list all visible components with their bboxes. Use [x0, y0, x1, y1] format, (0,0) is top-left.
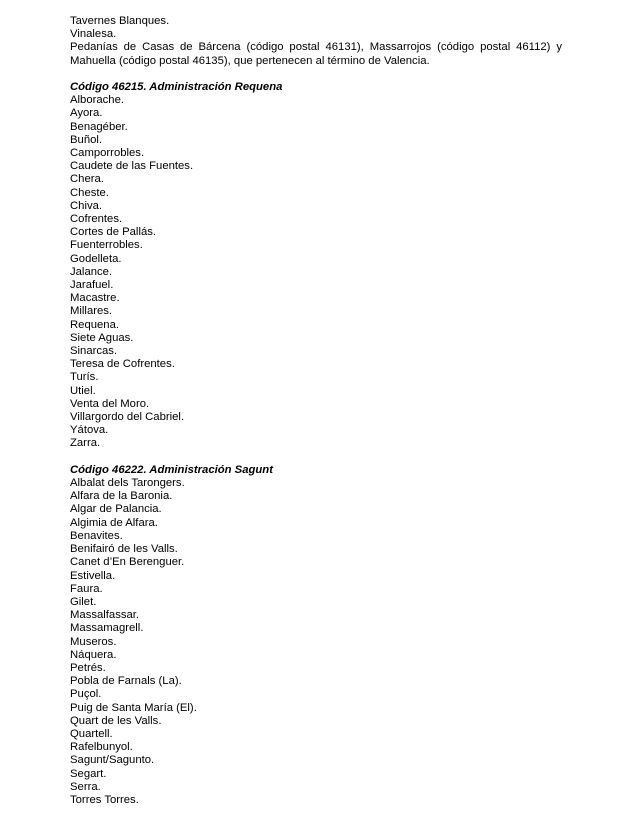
list-item: Estivella.	[70, 569, 116, 582]
list-item: Rafelbunyol.	[70, 741, 133, 754]
list-item: Cheste.	[70, 186, 109, 199]
list-item: Algimia de Alfara.	[70, 516, 158, 529]
list-item: Macastre.	[70, 292, 120, 305]
list-item: Ayora.	[70, 107, 103, 120]
list-item: Venta del Moro.	[70, 397, 150, 410]
list-item: Vinalesa.	[70, 28, 117, 41]
list-item: Alfara de la Baronia.	[70, 490, 173, 503]
list-item: Quartell.	[70, 727, 113, 740]
list-item: Utiel.	[70, 384, 96, 397]
list-item: Serra.	[70, 780, 101, 793]
list-item: Albalat dels Tarongers.	[70, 477, 185, 490]
list-item: Benagéber.	[70, 120, 128, 133]
section-sagunt	[70, 464, 562, 807]
municipality-list-sagunt	[70, 477, 562, 807]
list-item: Torres Torres.	[70, 793, 139, 806]
list-item: Massalfassar.	[70, 609, 140, 622]
list-item: Sinarcas.	[70, 345, 118, 358]
list-item: Faura.	[70, 582, 103, 595]
list-item: Benifairó de les Valls.	[70, 543, 178, 556]
list-item: Teresa de Cofrentes.	[70, 358, 175, 371]
intro-block	[70, 15, 562, 68]
list-item: Yátova.	[70, 424, 109, 437]
list-item: Zarra.	[70, 437, 101, 450]
list-item: Villargordo del Cabriel.	[70, 411, 185, 424]
list-item: Caudete de las Fuentes.	[70, 160, 194, 173]
list-item: Benavites.	[70, 529, 123, 542]
list-item: Chiva.	[70, 199, 103, 212]
list-item: Puçol.	[70, 688, 102, 701]
list-item: Tavernes Blanques.	[70, 15, 170, 27]
list-item: Sagunt/Sagunto.	[70, 754, 155, 767]
list-item: Puig de Santa María (El).	[70, 701, 197, 714]
municipality-list-requena	[70, 94, 562, 450]
list-item: Alborache.	[70, 94, 125, 107]
list-item: Algar de Palancia.	[70, 503, 162, 516]
list-item: Massamagrell.	[70, 622, 144, 635]
intro-paragraph: Pedanías de Casas de Bárcena (código postal 46131), Massarrojos (código postal 46112) y Mahuella (código postal 46135), que pertenecen al término de Valencia.	[70, 41, 562, 67]
list-item: Cortes de Pallás.	[70, 226, 157, 239]
list-item: Petrés.	[70, 661, 106, 674]
list-item: Cofrentes.	[70, 213, 123, 226]
list-item: Turís.	[70, 371, 99, 384]
list-item: Siete Aguas.	[70, 331, 134, 344]
list-item: Fuenterrobles.	[70, 239, 143, 252]
list-item: Godelleta.	[70, 252, 122, 265]
list-item: Canet d’En Berenguer.	[70, 556, 185, 569]
list-item: Náquera.	[70, 648, 117, 661]
section-heading-sagunt: Código 46222. Administración Sagunt	[70, 463, 273, 476]
list-item: Chera.	[70, 173, 104, 186]
list-item: Museros.	[70, 635, 117, 648]
list-item: Millares.	[70, 305, 113, 318]
section-requena	[70, 81, 562, 451]
section-heading-requena: Código 46215. Administración Requena	[70, 81, 283, 93]
list-item: Buñol.	[70, 133, 103, 146]
list-item: Requena.	[70, 318, 119, 331]
list-item: Quart de les Valls.	[70, 714, 162, 727]
list-item: Jalance.	[70, 265, 113, 278]
list-item: Pobla de Farnals (La).	[70, 675, 182, 688]
list-item: Gilet.	[70, 595, 97, 608]
list-item: Jarafuel.	[70, 279, 114, 292]
list-item: Segart.	[70, 767, 107, 780]
list-item: Camporrobles.	[70, 147, 145, 160]
